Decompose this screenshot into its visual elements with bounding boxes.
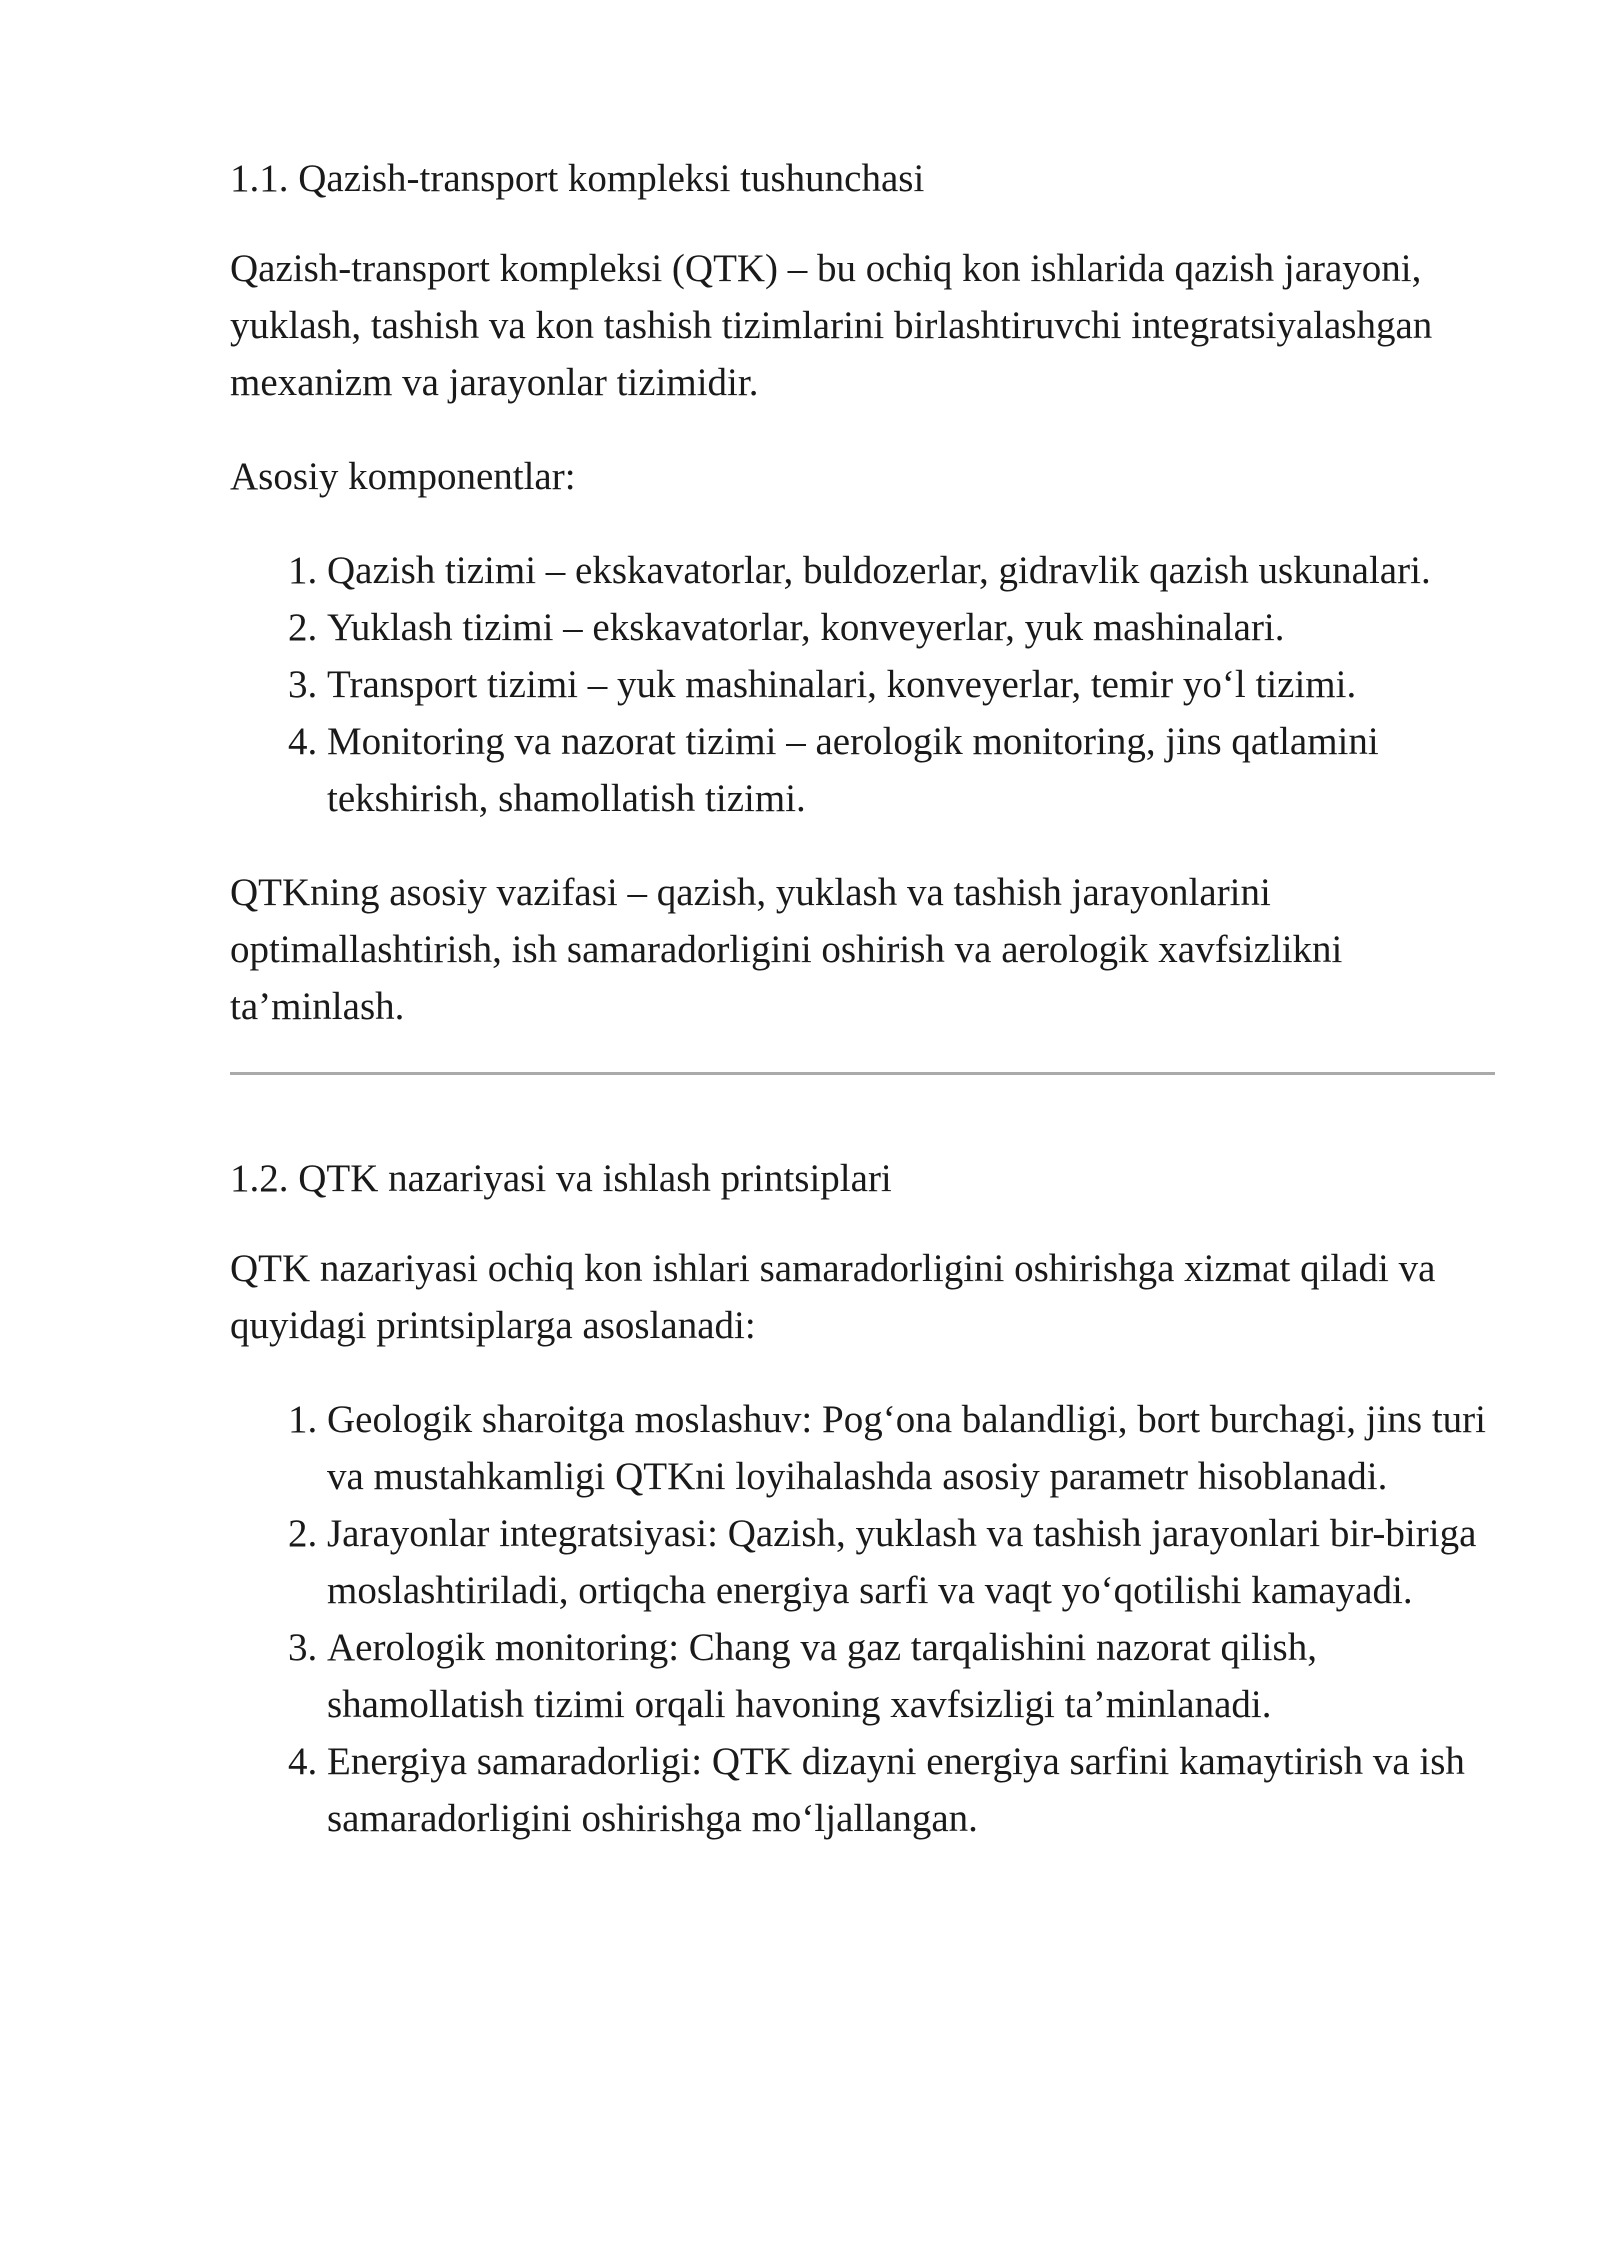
list-item: 3. Aerologik monitoring: Chang va gaz tarqalishini nazorat qilish, shamollatish tizimi orqali havoning xavfsizligi ta’minlanadi. (327, 1619, 1495, 1733)
section-concept (230, 150, 1495, 1035)
principles-list (230, 1391, 1495, 1847)
section-heading: 1.1. Qazish-transport kompleksi tushunchasi (230, 157, 925, 200)
list-item: 1. Qazish tizimi – ekskavatorlar, buldozerlar, gidravlik qazish uskunalari. (327, 542, 1495, 599)
section-heading: 1.2. QTK nazariyasi va ishlash printsiplari (230, 1157, 892, 1200)
section-divider (230, 1072, 1495, 1075)
list-item: 2. Jarayonlar integratsiyasi: Qazish, yuklash va tashish jarayonlari bir-biriga moslashtiriladi, ortiqcha energiya sarfi va vaqt yo‘qotilishi kamayadi. (327, 1505, 1495, 1619)
list-item: 3. Transport tizimi – yuk mashinalari, konveyerlar, temir yo‘l tizimi. (327, 656, 1495, 713)
list-item: 4. Energiya samaradorligi: QTK dizayni energiya sarfini kamaytirish va ish samaradorligini oshirishga mo‘ljallangan. (327, 1733, 1495, 1847)
document-page (230, 150, 1495, 1884)
components-list (230, 542, 1495, 827)
list-title: Asosiy komponentlar: (230, 455, 576, 498)
section-principles (230, 1150, 1495, 1847)
conclusion-paragraph: QTKning asosiy vazifasi – qazish, yuklash va tashish jarayonlarini optimallashtirish, ish samaradorligini oshirish va aerologik xavfsizlikni ta’minlash. (230, 871, 1343, 1028)
section-intro-paragraph: QTK nazariyasi ochiq kon ishlari samaradorligini oshirishga xizmat qiladi va quyidagi printsiplarga asoslanadi: (230, 1247, 1436, 1347)
list-item: 4. Monitoring va nazorat tizimi – aerologik monitoring, jins qatlamini tekshirish, shamollatish tizimi. (327, 713, 1495, 827)
list-item: 2. Yuklash tizimi – ekskavatorlar, konveyerlar, yuk mashinalari. (327, 599, 1495, 656)
list-item: 1. Geologik sharoitga moslashuv: Pog‘ona balandligi, bort burchagi, jins turi va mustahkamligi QTKni loyihalashda asosiy parametr hisoblanadi. (327, 1391, 1495, 1505)
section-intro-paragraph: Qazish-transport kompleksi (QTK) – bu ochiq kon ishlarida qazish jarayoni, yuklash, tashish va kon tashish tizimlarini birlashtiruvchi integratsiyalashgan mexanizm va jarayonlar tizimidir. (230, 247, 1433, 404)
